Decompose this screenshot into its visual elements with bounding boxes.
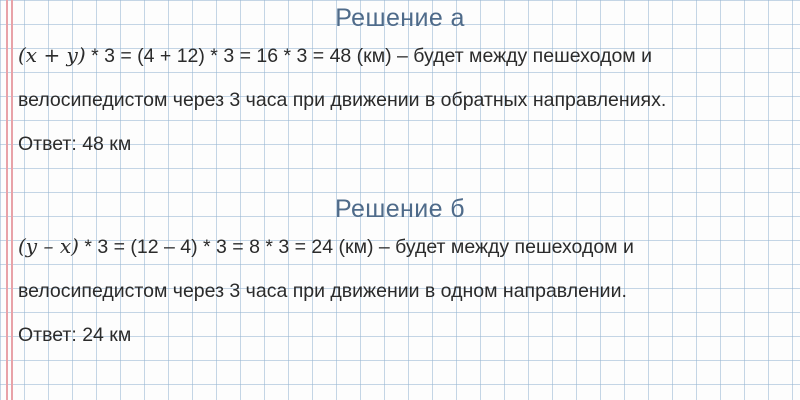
solution-b-title: Решение б: [335, 195, 465, 223]
solution-block-b: [18, 188, 782, 357]
solution-a-line-2: велосипедистом через 3 часа при движении в обратных направлениях.: [18, 89, 667, 111]
solution-b-formula-variables: (y – x): [18, 234, 79, 258]
solution-b-line-1: [18, 224, 782, 269]
block-spacer: [18, 166, 782, 188]
solution-block-a: [18, 0, 782, 166]
solution-a-formula-rest: * 3 = (4 + 12) * 3 = 16 * 3 = 48 (км) – будет между пешеходом и: [85, 45, 653, 67]
solution-b-line-2: велосипедистом через 3 часа при движении в одном направлении.: [18, 280, 627, 302]
solution-a-title: Решение а: [335, 4, 465, 32]
solution-b-formula-rest: * 3 = (12 – 4) * 3 = 8 * 3 = 24 (км) – будет между пешеходом и: [78, 236, 634, 258]
solution-a-formula-variables: (x + y): [18, 43, 86, 67]
solution-b-answer: Ответ: 24 км: [18, 324, 132, 346]
solution-a-answer: Ответ: 48 км: [18, 133, 132, 155]
solution-a-line-1: [18, 33, 782, 78]
